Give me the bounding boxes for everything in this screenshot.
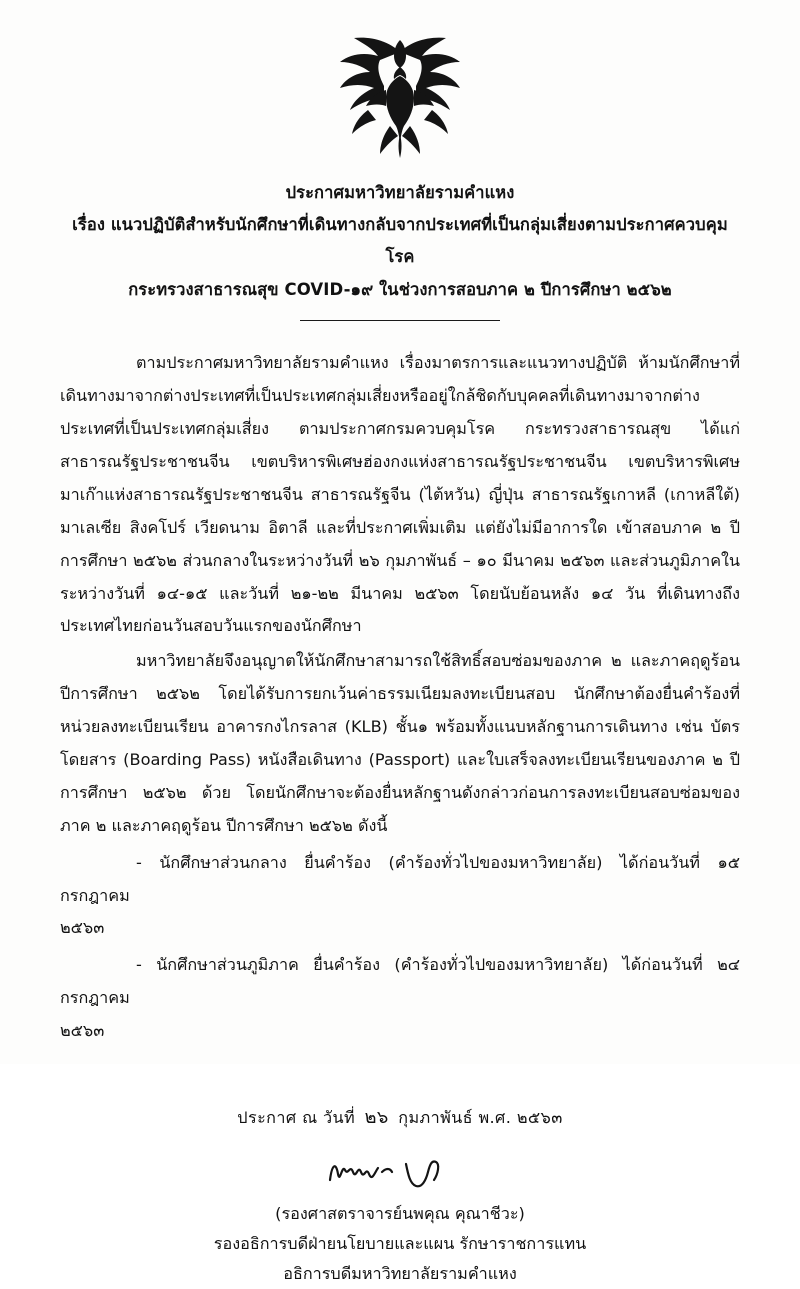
heading-divider [300,320,500,322]
signature-handwriting [320,1150,480,1198]
signer-title-line-1: รองอธิการบดีฝ่ายนโยบายและแผน รักษาราชการแทน [213,1233,587,1253]
signer-title-line-2: อธิการบดีมหาวิทยาลัยรามคำแหง [283,1263,517,1283]
emblem-container [60,0,740,159]
signer-name: (รองศาสตราจารย์นพคุณ คุณาชีวะ) [275,1203,525,1223]
bullet-item-1: - นักศึกษาส่วนกลาง ยื่นคำร้อง (คำร้องทั่วไปของมหาวิทยาลัย) ได้ก่อนวันที่ ๑๕ กรกฎาคม [60,852,740,905]
announcement-date-suffix: กุมภาพันธ์ พ.ศ. ๒๕๖๓ [398,1107,563,1127]
bullet-item-2-continuation: ๒๕๖๓ [60,1021,105,1041]
document-heading [60,177,740,321]
heading-line-3: กระทรวงสาธารณสุข COVID-๑๙ ในช่วงการสอบภาค ๒ ปีการศึกษา ๒๕๖๒ [128,279,672,299]
announcement-date-prefix: ประกาศ ณ วันที่ [237,1107,356,1127]
paragraph-2: มหาวิทยาลัยจึงอนุญาตให้นักศึกษาสามารถใช้สิทธิ์สอบซ่อมของภาค ๒ และภาคฤดูร้อน ปีการศึกษา ๒๕๖๒ โดยได้รับการยกเว้นค่าธรรมเนียมลงทะเบียนสอบ นักศึกษาต้องยื่นคำร้องที่หน่วยลงทะเบียนเรียน อาคารกงไกรลาส (KLB) ชั้น๑ พร้อมทั้งแนบหลักฐานการเดินทาง เช่น บัตรโดยสาร (Boarding Pass) หนังสือเดินทาง (Passport) และใบเสร็จลงทะเบียนเรียนของภาค ๒ ปีการศึกษา ๒๕๖๒ ด้วย โดยนักศึกษาจะต้องยื่นหลักฐานดังกล่าวก่อนการลงทะเบียนสอบซ่อมของภาค ๒ และภาคฤดูร้อน ปีการศึกษา ๒๕๖๒ ดังนี้ [60,651,740,835]
heading-line-2: เรื่อง แนวปฏิบัติสำหรับนักศึกษาที่เดินทางกลับจากประเทศที่เป็นกลุ่มเสี่ยงตามประกาศควบคุมโรค [72,215,728,267]
announcement-date [60,1102,740,1131]
garuda-emblem [320,34,480,159]
heading-line-1: ประกาศมหาวิทยาลัยรามคำแหง [285,183,515,202]
announcement-date-day: ๒๖ [364,1106,389,1128]
bullet-item-1-continuation: ๒๕๖๓ [60,918,105,938]
document-body [60,347,740,1048]
bullet-item-2: - นักศึกษาส่วนภูมิภาค ยื่นคำร้อง (คำร้องทั่วไปของมหาวิทยาลัย) ได้ก่อนวันที่ ๒๔ กรกฎาคม [60,955,740,1008]
signer-block [60,1199,740,1289]
signature-container [60,1147,740,1201]
paragraph-1: ตามประกาศมหาวิทยาลัยรามคำแหง เรื่องมาตรการและแนวทางปฏิบัติ ห้ามนักศึกษาที่เดินทางมาจากต่างประเทศที่เป็นประเทศกลุ่มเสี่ยงหรืออยู่ใกล้ชิดกับบุคคลที่เดินทางมาจากต่างประเทศที่เป็นประเทศกลุ่มเสี่ยง ตามประกาศกรมควบคุมโรค กระทรวงสาธารณสุข ได้แก่ สาธารณรัฐประชาชนจีน เขตบริหารพิเศษฮ่องกงแห่งสาธารณรัฐประชาชนจีน เขตบริหารพิเศษมาเก๊าแห่งสาธารณรัฐประชาชนจีน สาธารณรัฐจีน (ไต้หวัน) ญี่ปุ่น สาธารณรัฐเกาหลี (เกาหลีใต้) มาเลเซีย สิงคโปร์ เวียดนาม อิตาลี และที่ประกาศเพิ่มเติม แต่ยังไม่มีอาการใด เข้าสอบภาค ๒ ปีการศึกษา ๒๕๖๒ ส่วนกลางในระหว่างวันที่ ๒๖ กุมภาพันธ์ – ๑๐ มีนาคม ๒๕๖๓ และส่วนภูมิภาคในระหว่างวันที่ ๑๔-๑๕ และวันที่ ๒๑-๒๒ มีนาคม ๒๕๖๓ โดยนับย้อนหลัง ๑๔ วัน ที่เดินทางถึงประเทศไทยก่อนวันสอบวันแรกของนักศึกษา [60,353,740,636]
